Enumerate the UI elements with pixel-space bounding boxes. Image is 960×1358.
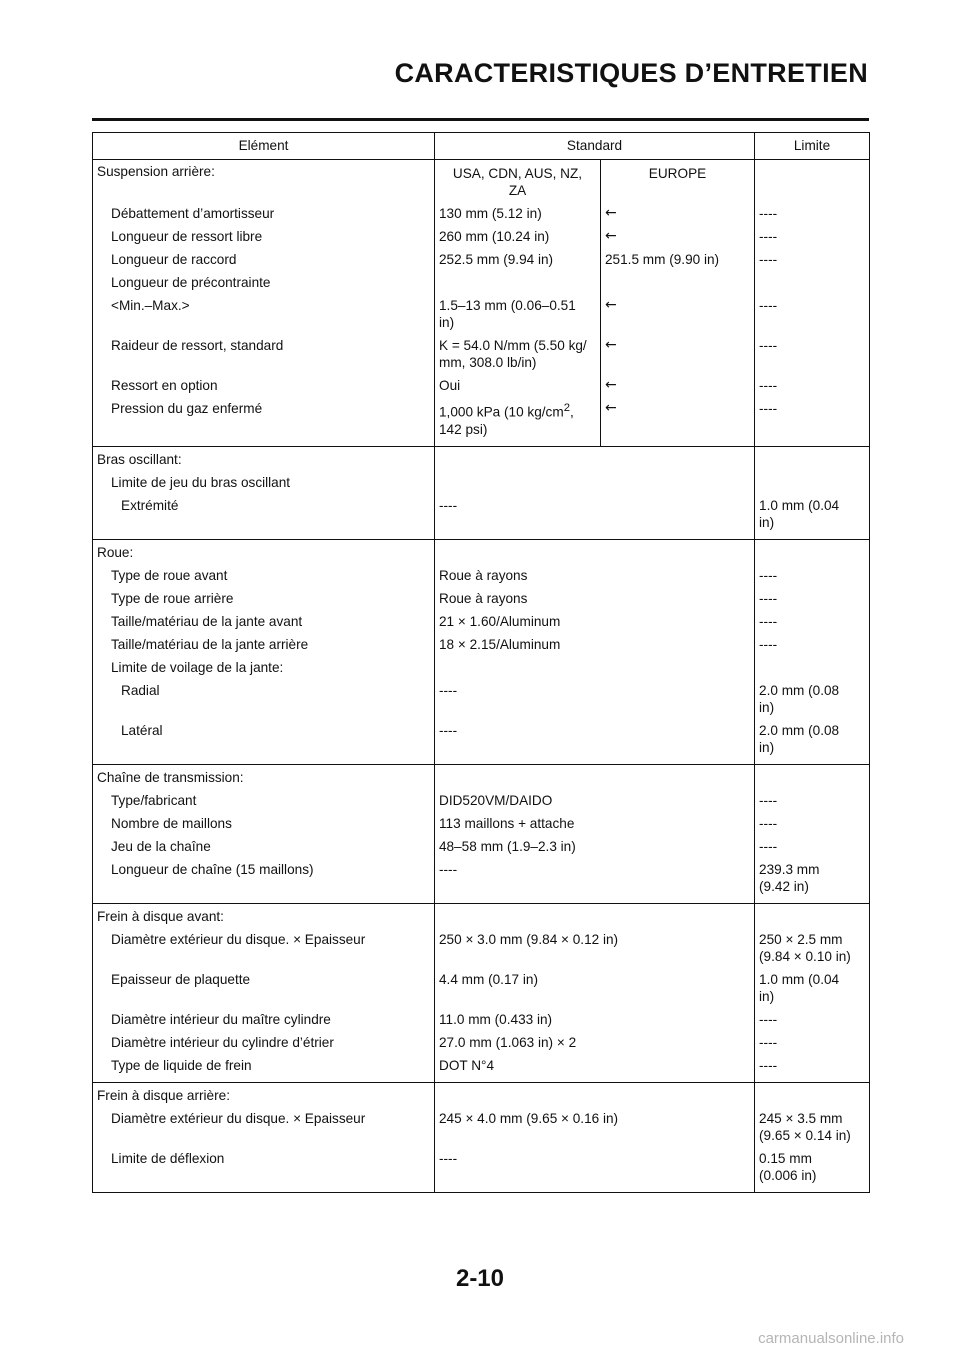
row-label: Jeu de la chaîne (111, 838, 211, 854)
section-title-row (93, 160, 870, 203)
gas-pressure-text-end: , 142 psi) (439, 404, 574, 437)
standard-value: Roue à rayons (435, 564, 755, 587)
standard-value: ---- (435, 494, 755, 540)
standard-value: 4.4 mm (0.17 in) (435, 968, 755, 1008)
section-title-row (93, 903, 870, 928)
standard-value: DOT N°4 (435, 1054, 755, 1083)
empty-cell (755, 1082, 870, 1107)
value-region-b: 251.5 mm (9.90 in) (601, 248, 755, 271)
empty-cell (755, 903, 870, 928)
limit-value: ---- (755, 202, 870, 225)
row-label: Latéral (93, 719, 435, 765)
limit-value: ---- (755, 587, 870, 610)
empty-cell (435, 1082, 755, 1107)
empty-cell (435, 446, 755, 471)
section-title: Bras oscillant: (97, 451, 182, 467)
row-label: Diamètre intérieur du maître cylindre (111, 1011, 331, 1027)
row-label: Type/fabricant (111, 792, 197, 808)
value-region-a: 1.5–13 mm (0.06–0.51 in) (435, 294, 601, 334)
section-title: Chaîne de transmission: (97, 769, 244, 785)
row-label: Longueur de ressort libre (111, 229, 263, 244)
standard-value: ---- (435, 679, 755, 719)
page-title: CARACTERISTIQUES D’ENTRETIEN (394, 58, 868, 88)
limit-value: ---- (755, 397, 870, 446)
table-row (93, 294, 870, 334)
table-row (93, 587, 870, 610)
table-row (93, 397, 870, 446)
row-label: Longueur de raccord (111, 252, 237, 267)
row-label: Type de roue avant (111, 567, 228, 583)
same-value-arrow: ← (601, 225, 755, 248)
standard-value: 113 maillons + attache (435, 812, 755, 835)
table-row (93, 248, 870, 271)
col-header-standard: Standard (435, 133, 755, 160)
table-row (93, 968, 870, 1008)
limit-value: ---- (755, 225, 870, 248)
table-row (93, 679, 870, 719)
standard-value: ---- (435, 1147, 755, 1193)
table-row (93, 271, 870, 294)
table-row (93, 1107, 870, 1147)
row-label: Ressort en option (111, 378, 218, 393)
section-title-row (93, 1082, 870, 1107)
table-row (93, 928, 870, 968)
value-region-b (601, 271, 755, 294)
limit-value: 0.15 mm (0.006 in) (755, 1147, 870, 1193)
section-title: Frein à disque avant: (97, 908, 224, 924)
limit-value: ---- (755, 1054, 870, 1083)
standard-value: ---- (435, 858, 755, 904)
standard-value: 250 × 3.0 mm (9.84 × 0.12 in) (435, 928, 755, 968)
row-label: Débattement d’amortisseur (111, 206, 275, 221)
same-value-arrow: ← (601, 397, 755, 446)
limit-value: ---- (755, 812, 870, 835)
limit-value: 239.3 mm (9.42 in) (755, 858, 870, 904)
table-row (93, 858, 870, 904)
row-label: Limite de voilage de la jante: (111, 659, 284, 675)
limit-value: ---- (755, 835, 870, 858)
limit-value: 250 × 2.5 mm (9.84 × 0.10 in) (755, 928, 870, 968)
table-row (93, 812, 870, 835)
same-value-arrow: ← (601, 202, 755, 225)
title-rule (92, 118, 869, 121)
same-value-arrow: ← (601, 294, 755, 334)
row-label: Radial (121, 682, 160, 698)
table-row (93, 1031, 870, 1054)
row-label: Limite de déflexion (93, 1147, 435, 1193)
same-value-arrow: ← (601, 374, 755, 397)
table-row (93, 334, 870, 374)
gas-pressure-superscript: 2 (563, 402, 570, 414)
row-label: Extrémité (93, 494, 435, 540)
limit-value: 2.0 mm (0.08 in) (755, 679, 870, 719)
limit-value: 2.0 mm (0.08 in) (755, 719, 870, 765)
empty-cell (755, 764, 870, 789)
limit-value: ---- (755, 564, 870, 587)
table-row (93, 719, 870, 765)
value-region-a (435, 397, 601, 446)
standard-value: 48–58 mm (1.9–2.3 in) (435, 835, 755, 858)
table-row (93, 835, 870, 858)
table-header-row (93, 133, 870, 160)
empty-cell (435, 903, 755, 928)
section-title: Frein à disque arrière: (97, 1087, 230, 1103)
table-row (93, 1054, 870, 1083)
subheader-region-a: USA, CDN, AUS, NZ, ZA (435, 160, 601, 203)
section-title-row (93, 764, 870, 789)
empty-cell (435, 471, 755, 494)
table-row (93, 1008, 870, 1031)
limit-value: ---- (755, 334, 870, 374)
same-value-arrow: ← (601, 334, 755, 374)
table-row (93, 471, 870, 494)
table-row (93, 202, 870, 225)
value-region-a: K = 54.0 N/mm (5.50 kg/ mm, 308.0 lb/in) (435, 334, 601, 374)
row-label: Diamètre extérieur du disque. × Epaisseur (111, 931, 366, 947)
table-row (93, 564, 870, 587)
row-label: Diamètre extérieur du disque. × Epaisseur (111, 1110, 366, 1126)
empty-cell (755, 446, 870, 471)
section-title: Suspension arrière: (97, 164, 215, 179)
empty-cell (435, 539, 755, 564)
row-label: Taille/matériau de la jante avant (111, 613, 303, 629)
page-number: 2-10 (455, 1265, 505, 1292)
empty-cell (435, 764, 755, 789)
row-label: Limite de jeu du bras oscillant (111, 474, 291, 490)
value-region-a: 130 mm (5.12 in) (435, 202, 601, 225)
table-row (93, 225, 870, 248)
row-label: Longueur de précontrainte (111, 275, 271, 290)
limit-value: ---- (755, 1008, 870, 1031)
table-row (93, 610, 870, 633)
limit-value: 245 × 3.5 mm (9.65 × 0.14 in) (755, 1107, 870, 1147)
value-region-a (435, 271, 601, 294)
gas-pressure-text: 1,000 kPa (10 kg/cm (439, 404, 564, 420)
row-label: Type de roue arrière (111, 590, 234, 606)
row-label: Longueur de chaîne (15 maillons) (93, 858, 435, 904)
watermark: carmanualsonline.info (758, 1330, 904, 1347)
limit-value: ---- (755, 374, 870, 397)
limit-value: ---- (755, 1031, 870, 1054)
standard-value: DID520VM/DAIDO (435, 789, 755, 812)
row-label: Type de liquide de frein (93, 1054, 435, 1083)
limit-value: ---- (755, 610, 870, 633)
limit-value: ---- (755, 248, 870, 271)
empty-cell (755, 471, 870, 494)
table-row (93, 789, 870, 812)
row-label: Raideur de ressort, standard (111, 338, 284, 353)
row-label: Pression du gaz enfermé (93, 397, 435, 446)
standard-value: 21 × 1.60/Aluminum (435, 610, 755, 633)
limit-value: ---- (755, 294, 870, 334)
empty-cell (435, 656, 755, 679)
standard-value: Roue à rayons (435, 587, 755, 610)
empty-cell (755, 539, 870, 564)
row-label: Taille/matériau de la jante arrière (111, 636, 309, 652)
table-row (93, 656, 870, 679)
standard-value: ---- (435, 719, 755, 765)
limit-value (755, 271, 870, 294)
section-title: Roue: (97, 544, 134, 560)
subheader-region-b: EUROPE (601, 160, 755, 203)
limit-value: ---- (755, 789, 870, 812)
spec-table (92, 132, 870, 1193)
table-row (93, 374, 870, 397)
row-label: Diamètre intérieur du cylindre d’étrier (111, 1034, 334, 1050)
standard-value: 11.0 mm (0.433 in) (435, 1008, 755, 1031)
limit-value: 1.0 mm (0.04 in) (755, 494, 870, 540)
value-region-a: 260 mm (10.24 in) (435, 225, 601, 248)
value-region-a: 252.5 mm (9.94 in) (435, 248, 601, 271)
row-label: <Min.–Max.> (111, 298, 190, 313)
limit-value: 1.0 mm (0.04 in) (755, 968, 870, 1008)
row-label: Nombre de maillons (111, 815, 232, 831)
col-header-element: Elément (93, 133, 435, 160)
section-title-row (93, 539, 870, 564)
row-label: Epaisseur de plaquette (111, 971, 251, 987)
section-title-row (93, 446, 870, 471)
standard-value: 27.0 mm (1.063 in) × 2 (435, 1031, 755, 1054)
col-header-limit: Limite (755, 133, 870, 160)
limit-value: ---- (755, 633, 870, 656)
standard-value: 245 × 4.0 mm (9.65 × 0.16 in) (435, 1107, 755, 1147)
table-row (93, 494, 870, 540)
value-region-a: Oui (435, 374, 601, 397)
empty-cell (755, 656, 870, 679)
empty-cell (755, 160, 870, 203)
table-row (93, 633, 870, 656)
standard-value: 18 × 2.15/Aluminum (435, 633, 755, 656)
table-row (93, 1147, 870, 1193)
